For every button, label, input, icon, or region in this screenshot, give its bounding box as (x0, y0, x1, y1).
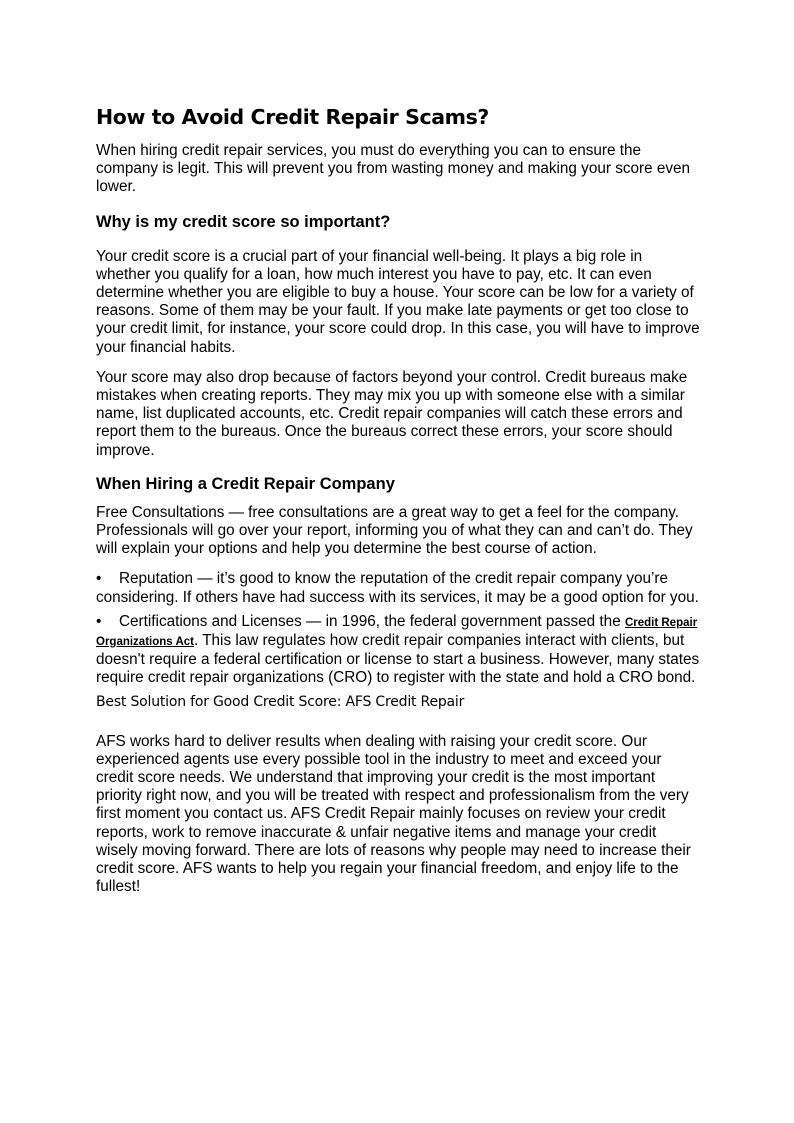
document-page (96, 104, 700, 897)
bullet-certifications-text-after: . This law regulates how credit repair companies interact with clients, but doesn't require a federal certification or license to start a business. However, many states require credit repair organizations (CRO) to register with the state and hold a CRO bond. (96, 632, 700, 687)
section-heading-hiring: When Hiring a Credit Repair Company (96, 474, 395, 493)
intro-paragraph: When hiring credit repair services, you must do everything you can to ensure the company is legit. This will prevent you from wasting money and making your score even lower. (96, 142, 691, 196)
page-title: How to Avoid Credit Repair Scams? (96, 105, 489, 129)
section-heading-importance: Why is my credit score so important? (96, 212, 391, 231)
paragraph-afs: AFS works hard to deliver results when dealing with raising your credit score. Our experienced agents use every possible tool in the industry to meet and exceed your credit score needs. We understand that improving your credit is the most important priority right now, and you will be treated with respect and professionalism from the very first moment you contact us. AFS Credit Repair mainly focuses on review your credit reports, work to remove inaccurate & unfair negative items and manage your credit wisely moving forward. There are lots of reasons why people may need to increase their credit score. AFS wants to help you regain your financial freedom, and enjoy life to the fullest! (96, 732, 691, 896)
bullet-reputation-text: Reputation — it’s good to know the reputation of the credit repair company you’re considering. If others have had success with its services, it may be a good option for you. (96, 570, 699, 606)
bullet-marker: • (96, 612, 102, 630)
credit-repair-act-link[interactable]: Credit Repair Organizations Act (96, 616, 698, 649)
section-heading-solution: Best Solution for Good Credit Score: AFS Credit Repair (96, 693, 465, 710)
paragraph-importance-2: Your score may also drop because of factors beyond your control. Credit bureaus make mistakes when creating reports. They may mix you up with someone else with a similar name, list duplicated accounts, etc. Credit repair companies will catch these errors and report them to the bureaus. Once the bureaus correct these errors, your score should improve. (96, 368, 688, 459)
bullet-marker: • (96, 570, 102, 588)
paragraph-consultations: Free Consultations — free consultations are a great way to get a feel for the company. Professionals will go over your report, informing you of what they can and can’t do. They will explain your options and help you determine the best course of action. (96, 503, 693, 558)
paragraph-importance-1: Your credit score is a crucial part of your financial well-being. It plays a big role in whether you qualify for a loan, how much interest you have to pay, etc. It can even determine whether you are eligible to buy a house. Your score can be low for a variety of reasons. Some of them may be your fault. If you make late payments or get too close to your credit limit, for instance, your score could drop. In this case, you will have to improve your financial habits. (96, 247, 700, 356)
bullet-certifications (96, 613, 700, 688)
bullet-certifications-text-before: Certifications and Licenses — in 1996, the federal government passed the (119, 612, 625, 630)
bullet-reputation (96, 570, 700, 606)
